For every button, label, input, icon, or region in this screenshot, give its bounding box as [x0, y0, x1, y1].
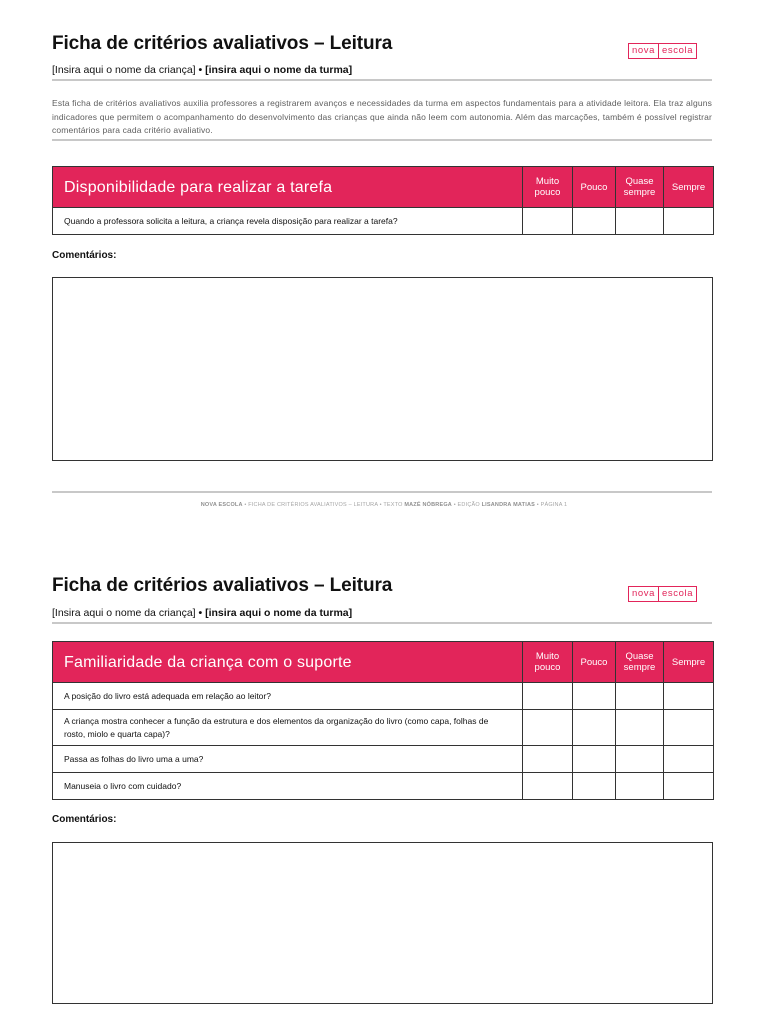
- table-row: [53, 208, 714, 235]
- checkbox-cell-pouco[interactable]: [573, 683, 616, 710]
- page-title: Ficha de critérios avaliativos – Leitura: [52, 33, 393, 54]
- class-name-placeholder[interactable]: [insira aqui o nome da turma]: [205, 607, 353, 619]
- footer-doc: • FICHA DE CRITÉRIOS AVALIATIVOS – LEITURA • TEXTO: [242, 502, 405, 508]
- checkbox-cell-quase-sempre[interactable]: [616, 208, 664, 235]
- intro-divider: [52, 139, 712, 141]
- scale-header-sempre: Sempre: [664, 642, 714, 683]
- checkbox-cell-muito-pouco[interactable]: [523, 683, 573, 710]
- checkbox-cell-pouco[interactable]: [573, 773, 616, 800]
- class-name-placeholder[interactable]: [insira aqui o nome da turma]: [205, 64, 353, 76]
- student-class-line: [52, 64, 352, 76]
- footer-edit: • EDIÇÃO: [451, 502, 482, 508]
- scale-header-sempre: Sempre: [664, 167, 714, 208]
- page-2: [0, 548, 768, 1024]
- scale-header-pouco: Pouco: [573, 167, 616, 208]
- table-row: [53, 746, 714, 773]
- header-divider: [52, 622, 712, 624]
- checkbox-cell-muito-pouco[interactable]: [523, 773, 573, 800]
- checkbox-cell-muito-pouco[interactable]: [523, 746, 573, 773]
- checkbox-cell-pouco[interactable]: [573, 746, 616, 773]
- logo-part-nova: nova: [632, 45, 656, 56]
- criterion-text: Manuseia o livro com cuidado?: [53, 773, 523, 800]
- subtitle-separator: •: [195, 64, 206, 76]
- criteria-header-row: [53, 642, 714, 683]
- page-footer: [0, 502, 768, 508]
- checkbox-cell-muito-pouco[interactable]: [523, 710, 573, 746]
- checkbox-cell-quase-sempre[interactable]: [616, 683, 664, 710]
- footer-author: MAZÉ NÓBREGA: [404, 502, 452, 508]
- scale-header-quase-sempre: Quase sempre: [616, 167, 664, 208]
- criteria-table: [52, 166, 714, 235]
- table-row: [53, 683, 714, 710]
- comments-box[interactable]: [52, 842, 713, 1004]
- checkbox-cell-sempre[interactable]: [664, 746, 714, 773]
- comments-label: Comentários:: [52, 250, 117, 261]
- footer-page: • PÁGINA 1: [535, 502, 568, 508]
- comments-box[interactable]: [52, 277, 713, 461]
- criterion-text: Passa as folhas do livro uma a uma?: [53, 746, 523, 773]
- table-row: [53, 710, 714, 746]
- criterion-text: A posição do livro está adequada em relação ao leitor?: [53, 683, 523, 710]
- checkbox-cell-quase-sempre[interactable]: [616, 710, 664, 746]
- checkbox-cell-quase-sempre[interactable]: [616, 773, 664, 800]
- nova-escola-logo: [628, 586, 697, 602]
- scale-header-pouco: Pouco: [573, 642, 616, 683]
- scale-header-muito-pouco: Muito pouco: [523, 642, 573, 683]
- header-divider: [52, 79, 712, 81]
- logo-part-escola: escola: [658, 587, 696, 601]
- scale-header-quase-sempre: Quase sempre: [616, 642, 664, 683]
- criterion-text: Quando a professora solicita a leitura, a criança revela disposição para realizar a tarefa?: [53, 208, 523, 235]
- footer-divider: [52, 491, 712, 493]
- logo-part-escola: escola: [658, 44, 696, 58]
- checkbox-cell-sempre[interactable]: [664, 710, 714, 746]
- criteria-table: [52, 641, 714, 800]
- comments-label: Comentários:: [52, 814, 117, 825]
- intro-paragraph: Esta ficha de critérios avaliativos auxilia professores a registrarem avanços e necessidades da turma em aspectos fundamentais para a atividade leitora. Ela traz alguns indicadores que permitem o acompanhamento do desenvolvimento das crianças que ainda não leem com autonomia. Além das marcações, também é possível registrar comentários para cada critério avaliativo.: [52, 98, 712, 135]
- student-name-placeholder[interactable]: [Insira aqui o nome da criança]: [52, 607, 196, 619]
- criterion-text: A criança mostra conhecer a função da estrutura e dos elementos da organização do livro (como capa, folhas de rosto, miolo e quarta capa)?: [53, 710, 523, 746]
- footer-brand: NOVA ESCOLA: [200, 502, 243, 508]
- student-name-placeholder[interactable]: [Insira aqui o nome da criança]: [52, 64, 196, 76]
- checkbox-cell-sempre[interactable]: [664, 208, 714, 235]
- checkbox-cell-pouco[interactable]: [573, 710, 616, 746]
- checkbox-cell-pouco[interactable]: [573, 208, 616, 235]
- checkbox-cell-muito-pouco[interactable]: [523, 208, 573, 235]
- section-title: Familiaridade da criança com o suporte: [53, 642, 523, 683]
- section-title: Disponibilidade para realizar a tarefa: [53, 167, 523, 208]
- criteria-header-row: [53, 167, 714, 208]
- scale-header-muito-pouco: Muito pouco: [523, 167, 573, 208]
- checkbox-cell-sempre[interactable]: [664, 683, 714, 710]
- page-title: Ficha de critérios avaliativos – Leitura: [52, 575, 393, 596]
- table-row: [53, 773, 714, 800]
- subtitle-separator: •: [195, 607, 206, 619]
- checkbox-cell-sempre[interactable]: [664, 773, 714, 800]
- checkbox-cell-quase-sempre[interactable]: [616, 746, 664, 773]
- logo-part-nova: nova: [632, 588, 656, 599]
- student-class-line: [52, 607, 352, 619]
- nova-escola-logo: [628, 43, 697, 59]
- footer-editor: LISANDRA MATIAS: [481, 502, 535, 508]
